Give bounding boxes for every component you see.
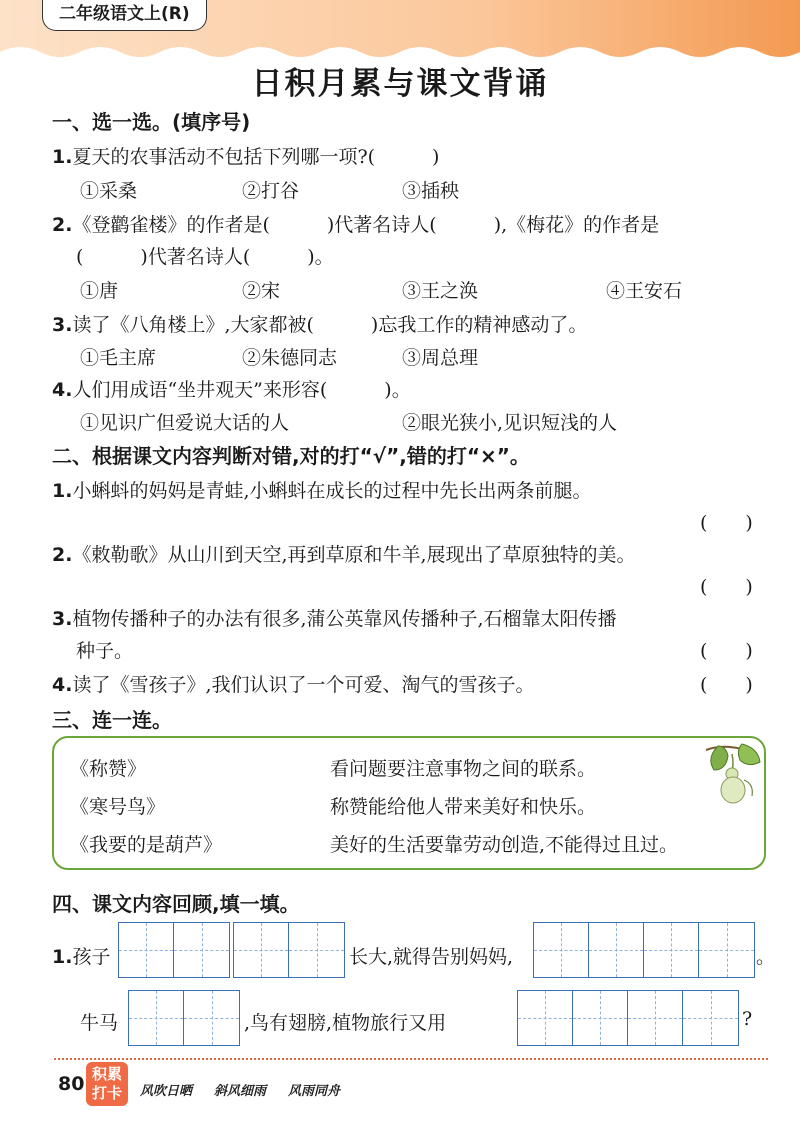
s2-q3-num: 3. xyxy=(52,608,73,630)
s1-q1-option-3: ③插秧 xyxy=(402,180,460,202)
s1-q1-option-1: ①采桑 xyxy=(80,180,138,202)
s4-q1-num: 1. xyxy=(52,946,73,968)
s1-q4-line xyxy=(52,375,411,402)
page-number: 80 xyxy=(58,1073,85,1095)
match-right-2[interactable]: 称赞能给他人带来美好和快乐。 xyxy=(330,796,597,818)
checkin-stamp xyxy=(86,1062,128,1106)
s2-q3-answer-paren[interactable]: ( ) xyxy=(700,640,753,662)
s1-q3-num: 3. xyxy=(52,314,73,336)
s2-q4-text: 读了《雪孩子》,我们认识了一个可爱、淘气的雪孩子。 xyxy=(72,674,535,696)
s1-q3-option-2: ②朱德同志 xyxy=(242,347,338,369)
s4-q1-prefix xyxy=(52,942,110,969)
s4-q1-grid-3[interactable] xyxy=(533,922,755,978)
grid-cell[interactable] xyxy=(699,923,754,977)
s2-q4-answer-paren[interactable]: ( ) xyxy=(700,674,753,696)
s4-q1-middle: 长大,就得告别妈妈, xyxy=(349,946,514,968)
grid-cell[interactable] xyxy=(589,923,644,977)
s1-q3-option-3: ③周总理 xyxy=(402,347,479,369)
s4-line2-middle: ,鸟有翅膀,植物旅行又用 xyxy=(244,1012,447,1034)
s4-q1-prefix-text: 孩子 xyxy=(72,946,111,968)
section4-heading: 四、课文内容回顾,填一填。 xyxy=(52,892,300,916)
grid-cell[interactable] xyxy=(534,923,589,977)
grid-cell[interactable] xyxy=(289,923,344,977)
s2-q3-line1 xyxy=(52,604,617,631)
s1-q3-text: 读了《八角楼上》,大家都被( )忘我工作的精神感动了。 xyxy=(72,314,588,336)
match-left-2[interactable]: 《寒号鸟》 xyxy=(70,796,166,818)
s2-q1-num: 1. xyxy=(52,480,73,502)
s1-q2-line2: ( )代著名诗人( )。 xyxy=(76,246,334,268)
s2-q4-line xyxy=(52,670,535,697)
grid-cell[interactable] xyxy=(573,991,628,1045)
match-right-1[interactable]: 看问题要注意事物之间的联系。 xyxy=(330,758,597,780)
s1-q1-text: 夏天的农事活动不包括下列哪一项? xyxy=(72,146,368,168)
s1-q3-option-1: ①毛主席 xyxy=(80,347,157,369)
grid-cell[interactable] xyxy=(174,923,229,977)
s1-q2-option-4: ④王安石 xyxy=(606,280,683,302)
grid-cell[interactable] xyxy=(644,923,699,977)
grid-cell[interactable] xyxy=(683,991,738,1045)
match-left-3[interactable]: 《我要的是葫芦》 xyxy=(70,834,223,856)
s1-q4-option-1: ①见识广但爱说大话的人 xyxy=(80,412,290,434)
grade-tab-label: 二年级语文上(R) xyxy=(42,0,207,31)
section2-heading: 二、根据课文内容判断对错,对的打“√”,错的打“×”。 xyxy=(52,444,530,468)
s1-q2-option-2: ②宋 xyxy=(242,280,281,302)
s1-q2-text1: 《登鹳雀楼》的作者是( )代著名诗人( ),《梅花》的作者是 xyxy=(72,214,660,236)
s1-q2-option-1: ①唐 xyxy=(80,280,119,302)
section1-heading: 一、选一选。(填序号) xyxy=(52,110,251,134)
grid-cell[interactable] xyxy=(234,923,289,977)
s2-q1-line xyxy=(52,476,592,503)
footer-idiom-2: 斜风细雨 xyxy=(214,1084,267,1099)
s4-q1-grid-1[interactable] xyxy=(118,922,230,978)
gourd-illustration-icon xyxy=(698,740,764,806)
s1-q2-num: 2. xyxy=(52,214,73,236)
s1-q4-text: 人们用成语“坐井观天”来形容( )。 xyxy=(72,379,411,401)
s4-q1-end: 。 xyxy=(756,946,776,968)
s2-q2-num: 2. xyxy=(52,544,73,566)
grid-cell[interactable] xyxy=(129,991,184,1045)
stamp-line-1: 积累 xyxy=(91,1065,122,1083)
s1-q4-num: 4. xyxy=(52,379,73,401)
s2-q3-line2: 种子。 xyxy=(76,640,134,662)
page-title: 日积月累与课文背诵 xyxy=(251,66,549,102)
s1-q3-line xyxy=(52,310,587,337)
s1-q2-option-3: ③王之涣 xyxy=(402,280,479,302)
grid-cell[interactable] xyxy=(184,991,239,1045)
match-right-3[interactable]: 美好的生活要靠劳动创造,不能得过且过。 xyxy=(330,834,679,856)
s1-q4-option-2: ②眼光狭小,见识短浅的人 xyxy=(402,412,618,434)
s2-q3-text1: 植物传播种子的办法有很多,蒲公英靠风传播种子,石榴靠太阳传播 xyxy=(72,608,617,630)
s2-q1-answer-paren[interactable]: ( ) xyxy=(700,512,753,534)
s4-line2-end: ? xyxy=(742,1008,753,1030)
s1-q1-num: 1. xyxy=(52,146,73,168)
s1-q2-line1 xyxy=(52,210,659,237)
footer-idiom-3: 风雨同舟 xyxy=(288,1084,341,1099)
s1-q1-option-2: ②打谷 xyxy=(242,180,300,202)
s4-q1-grid-2[interactable] xyxy=(233,922,345,978)
grid-cell[interactable] xyxy=(628,991,683,1045)
grid-cell[interactable] xyxy=(119,923,174,977)
s2-q2-text: 《敕勒歌》从山川到天空,再到草原和牛羊,展现出了草原独特的美。 xyxy=(72,544,636,566)
s1-q1-blank[interactable]: ( ) xyxy=(367,146,440,168)
s4-line2-prefix: 牛马 xyxy=(80,1012,119,1034)
grid-cell[interactable] xyxy=(518,991,573,1045)
s4-line2-grid-2[interactable] xyxy=(517,990,739,1046)
section3-heading: 三、连一连。 xyxy=(52,708,172,732)
s2-q2-line xyxy=(52,540,636,567)
s2-q2-answer-paren[interactable]: ( ) xyxy=(700,576,753,598)
s2-q1-text: 小蝌蚪的妈妈是青蛙,小蝌蚪在成长的过程中先长出两条前腿。 xyxy=(72,480,592,502)
footer-divider xyxy=(54,1058,768,1060)
s2-q4-num: 4. xyxy=(52,674,73,696)
footer-idiom-1: 风吹日晒 xyxy=(140,1084,193,1099)
s1-q1-line xyxy=(52,142,439,169)
match-left-1[interactable]: 《称赞》 xyxy=(70,758,147,780)
stamp-line-2: 打卡 xyxy=(91,1084,122,1102)
s4-line2-grid-1[interactable] xyxy=(128,990,240,1046)
